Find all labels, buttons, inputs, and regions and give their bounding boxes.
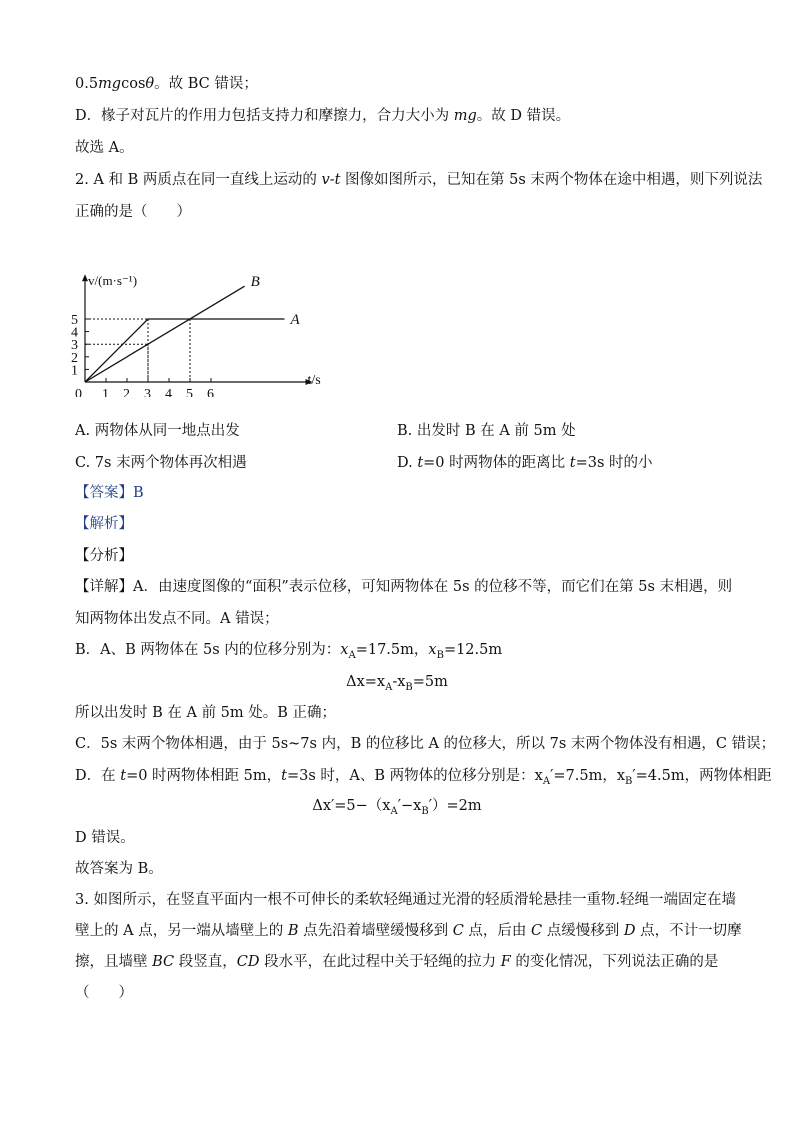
answer-label: 【答案】B [75, 485, 144, 501]
x-tick-label: 0 [75, 387, 82, 397]
detail-line-2: 知两物体出发点不同。A 错误； [75, 611, 279, 627]
detail-line-6: D．在 t=0 时两物体相距 5m，t=3s 时，A、B 两物体的位移分别是：$x_A'=7.5m$，$x_B'=4.5m$，两物体相距 [75, 768, 772, 787]
final-answer: 故答案为 B。 [75, 861, 163, 877]
option-b: B. 出发时 B 在 A 前 5m 处 [397, 423, 576, 439]
option-d: D. t=0 时两物体的距离比 t=3s 时的小 [397, 455, 653, 471]
question-3-line-2: 壁上的 A 点，另一端从墙壁上的 B 点先沿着墙壁缓慢移到 C 点，后由 C 点缓慢移到 D 点，不计一切摩 [75, 923, 742, 939]
series-b-line [85, 286, 245, 382]
x-tick-label: 6 [207, 387, 214, 397]
question-3-line-1: 3. 如图所示，在竖直平面内一根不可伸长的柔软轻绳通过光滑的轻质滑轮悬挂一重物.轻绳一端固定在墙 [75, 892, 737, 908]
y-tick-label: 2 [71, 350, 78, 366]
x-tick-label: 2 [123, 387, 130, 397]
x-tick-label: 3 [144, 387, 151, 397]
option-c: C. 7s 末两个物体再次相遇 [75, 455, 247, 471]
question-3-line-3: 擦，且墙壁 BC 段竖直，CD 段水平，在此过程中关于轻绳的拉力 F 的变化情况，下列说法正确的是 [75, 954, 719, 970]
y-tick-label: 1 [71, 363, 78, 379]
option-d-explanation: D．椽子对瓦片的作用力包括支持力和摩擦力，合力大小为 mg。故 D 错误。 [75, 108, 571, 124]
x-tick-label: 4 [165, 387, 172, 397]
detail-line-3: B．A、B 两物体在 5s 内的位移分别为：$x_A=17.5m$，$x_B=12.5m$ [75, 642, 503, 661]
question-3-line-4: （ ） [75, 985, 133, 1001]
equation-2: $\Delta x'=5-(x_A'-x_B')=2m$ [312, 798, 482, 817]
equation-1: $\Delta x=x_A-x_B=5m$ [346, 674, 448, 693]
x-tick-label: 1 [102, 387, 109, 397]
y-tick-label: 3 [71, 338, 78, 354]
detail-line-5: C．5s 末两个物体相遇，由于 5s~7s 内，B 的位移比 A 的位移大，所以 7s 末两个物体没有相遇，C 错误； [75, 736, 776, 752]
fenxi-label: 【分析】 [75, 548, 133, 564]
x-tick-label: 5 [186, 387, 193, 397]
series-a-label: A [290, 312, 300, 328]
question-2-stem: 2. A 和 B 两质点在同一直线上运动的 v-t 图像如图所示，已知在第 5s 末两个物体在途中相遇，则下列说法 [75, 172, 763, 188]
series-b-label: B [250, 274, 260, 291]
vt-graph [60, 232, 330, 397]
question-2-stem-cont: 正确的是（ ） [75, 204, 191, 220]
y-tick-label: 4 [71, 325, 78, 341]
x-axis-label: t/s [307, 373, 321, 388]
y-axis-label: v/(m·s⁻¹) [88, 273, 138, 289]
prev-solution-line: 0.5mgcosθ。故 BC 错误； [75, 76, 258, 92]
analysis-label: 【解析】 [75, 516, 133, 532]
detail-line-4: 所以出发时 B 在 A 前 5m 处。B 正确； [75, 705, 337, 721]
detail-line-7: D 错误。 [75, 830, 135, 846]
option-a: A. 两物体从同一地点出发 [75, 423, 240, 439]
prev-answer-line: 故选 A。 [75, 140, 134, 156]
y-tick-label: 5 [71, 313, 78, 328]
detail-line-1: 【详解】A．由速度图像的“面积”表示位移，可知两物体在 5s 的位移不等，而它们在第 5s 末相遇，则 [75, 579, 733, 595]
series-a-line [85, 319, 285, 382]
